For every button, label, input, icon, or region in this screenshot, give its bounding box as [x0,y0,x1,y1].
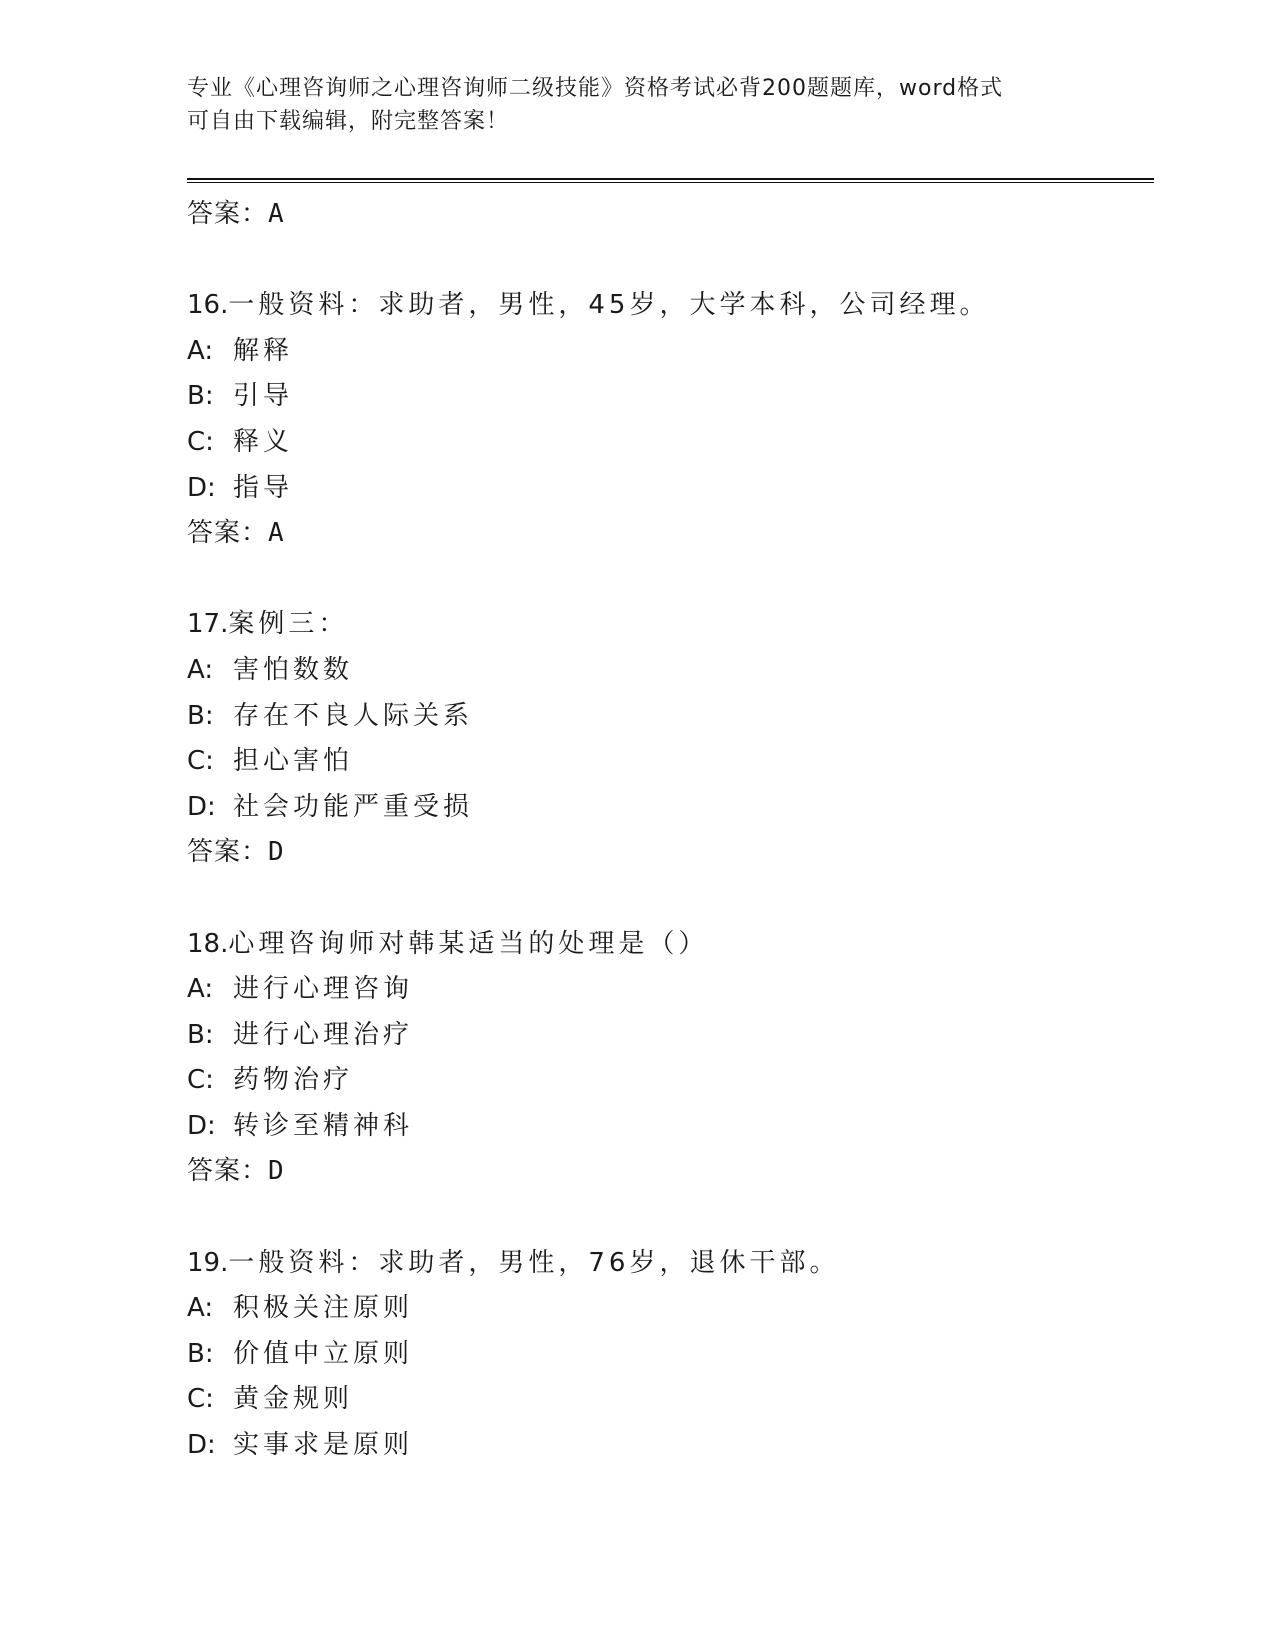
option-b [187,1013,1147,1059]
option-d [187,1104,1147,1150]
question-stem [187,602,1147,648]
document-header [187,72,1087,138]
option-letter: C: [187,746,214,777]
option-text: 指导 [233,472,294,503]
answer-label: 答案： [187,1156,269,1187]
answer-label: 答案： [187,518,269,549]
option-a [187,329,1147,375]
question-text: 一般资料：求助者，男性，45岁，大学本科，公司经理。 [228,290,990,321]
answer-value: D [268,837,285,868]
option-letter: A: [187,974,214,1005]
answer-label: 答案： [187,199,269,229]
header-title-line-2: 可自由下载编辑，附完整答案！ [187,109,510,134]
question-number: 16. [187,290,229,321]
option-text: 释义 [233,426,294,457]
question-16 [187,283,1147,557]
answer-line [187,830,1147,876]
option-a [187,1286,1147,1332]
option-letter: B: [187,700,214,731]
answer-line [187,1149,1147,1195]
option-text: 害怕数数 [233,654,354,685]
option-text: 实事求是原则 [233,1430,414,1461]
option-text: 解释 [233,335,294,366]
question-17 [187,602,1147,876]
option-text: 进行心理治疗 [233,1019,414,1050]
answer-line [187,511,1147,557]
option-text: 引导 [233,381,294,412]
option-d [187,466,1147,512]
option-text: 社会功能严重受损 [233,791,474,822]
option-letter: B: [187,381,214,412]
option-letter: D: [187,1430,216,1461]
option-c [187,1377,1147,1423]
question-19 [187,1241,1147,1469]
question-number: 17. [187,609,229,640]
option-letter: D: [187,472,216,503]
option-text: 积极关注原则 [233,1293,414,1324]
option-a [187,648,1147,694]
answer-line [187,192,1147,238]
spacer [187,876,1147,922]
question-stem [187,922,1147,968]
header-title-line-1: 专业《心理咨询师之心理咨询师二级技能》资格考试必背200题题库，word格式 [187,76,1004,101]
answer-label: 答案： [187,837,269,868]
question-18 [187,922,1147,1196]
option-a [187,967,1147,1013]
question-text: 心理咨询师对韩某适当的处理是（） [228,928,709,959]
option-letter: A: [187,654,214,685]
answer-value: A [268,199,285,229]
option-letter: C: [187,1384,214,1415]
option-text: 药物治疗 [233,1065,354,1096]
question-number: 19. [187,1247,229,1278]
option-letter: C: [187,426,214,457]
spacer [187,1195,1147,1241]
question-list [187,192,1147,1469]
question-stem [187,283,1147,329]
answer-value: A [268,518,285,549]
option-text: 进行心理咨询 [233,974,414,1005]
option-b [187,374,1147,420]
option-c [187,420,1147,466]
question-stem [187,1241,1147,1287]
question-text: 案例三： [228,609,349,640]
answer-value: D [268,1156,285,1187]
option-text: 转诊至精神科 [233,1110,414,1141]
option-b [187,1332,1147,1378]
option-text: 黄金规则 [233,1384,354,1415]
option-b [187,694,1147,740]
question-number: 18. [187,928,229,959]
option-letter: D: [187,791,216,822]
question-text: 一般资料：求助者，男性，76岁，退休干部。 [228,1247,840,1278]
option-letter: B: [187,1019,214,1050]
option-text: 担心害怕 [233,746,354,777]
option-letter: A: [187,335,214,366]
spacer [187,238,1147,284]
option-c [187,1058,1147,1104]
option-c [187,739,1147,785]
option-letter: D: [187,1110,216,1141]
option-d [187,785,1147,831]
option-letter: B: [187,1338,214,1369]
option-d [187,1423,1147,1469]
option-letter: A: [187,1293,214,1324]
option-letter: C: [187,1065,214,1096]
option-text: 价值中立原则 [233,1338,414,1369]
option-text: 存在不良人际关系 [233,700,474,731]
spacer [187,557,1147,603]
header-divider [187,178,1154,183]
